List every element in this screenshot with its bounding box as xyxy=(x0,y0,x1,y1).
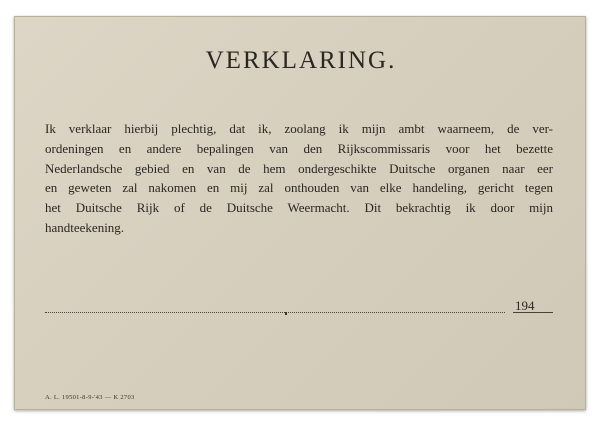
declaration-text xyxy=(45,119,553,238)
year-prefix: 194 xyxy=(515,298,535,313)
declaration-line: Nederlandsche gebied en van de hem ondergeschikte Duitsche organen naar eer xyxy=(45,160,553,176)
signature-dot xyxy=(285,312,287,315)
year-line xyxy=(513,312,553,313)
declaration-line: Ik verklaar hierbij plechtig, dat ik, zoolang ik mijn ambt waarneem, de ver- xyxy=(45,121,553,136)
declaration-line: ordeningen en andere bepalingen van den Rijkscommissaris voor het bezette xyxy=(45,140,553,156)
print-code: A. L. 19501-8-9-'43 — K 2703 xyxy=(45,394,135,401)
signature-row xyxy=(45,297,555,313)
declaration-line: handteekening. xyxy=(45,219,125,235)
declaration-line: en geweten zal nakomen en mij zal onthouden van elke handeling, gericht tegen xyxy=(45,180,553,196)
signature-line xyxy=(45,312,505,313)
document-title: VERKLARING. xyxy=(205,47,397,74)
declaration-line: het Duitsche Rijk of de Duitsche Weermacht. Dit bekrachtig ik door mijn xyxy=(45,200,553,216)
declaration-form xyxy=(14,16,586,410)
